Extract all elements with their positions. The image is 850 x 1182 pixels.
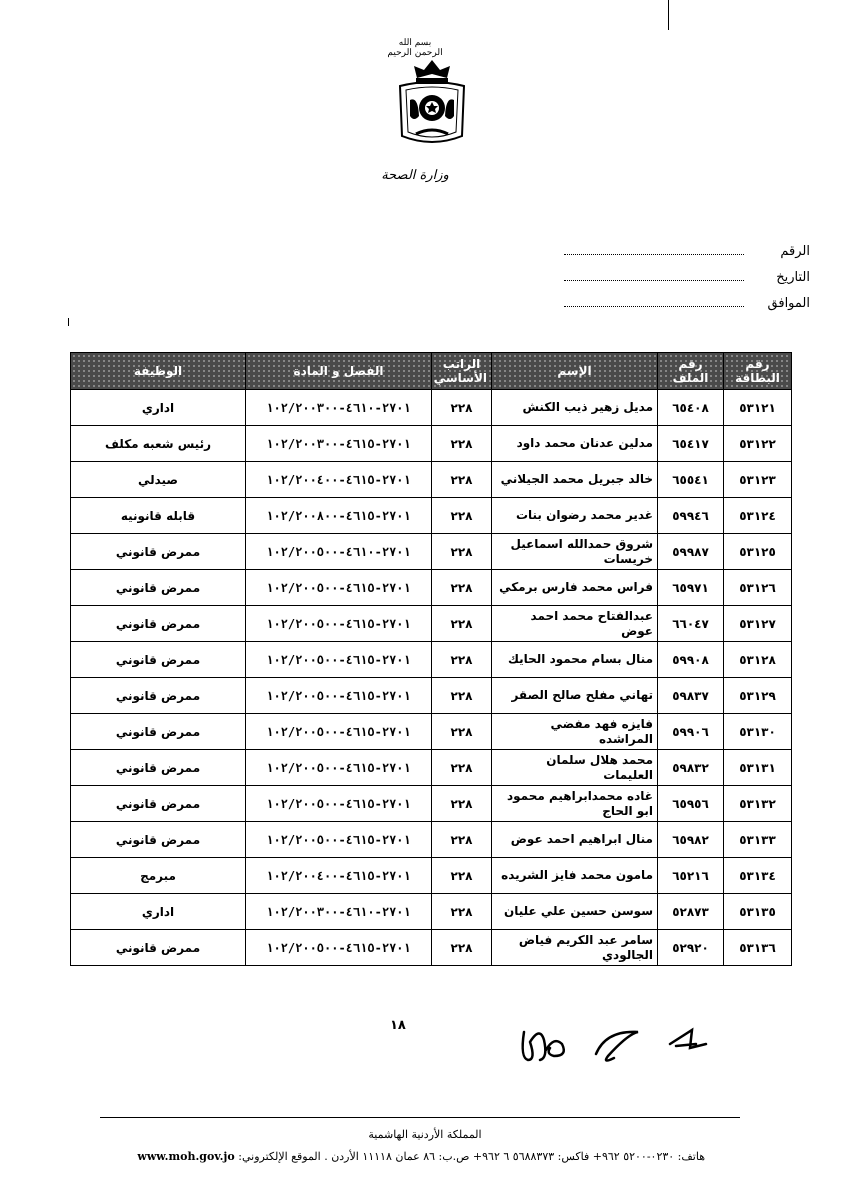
letterhead <box>0 0 850 200</box>
card-number-cell: ٥٣١٢٧ <box>724 606 792 642</box>
ministry-name: وزارة الصحة <box>381 168 449 183</box>
job-title-cell: ممرض قانوني <box>71 750 246 786</box>
basic-salary-cell: ٢٢٨ <box>432 822 492 858</box>
basmala: بسم الله الرحمن الرحيم <box>387 38 443 58</box>
margin-line-left <box>68 318 69 326</box>
job-title-cell: اداري <box>71 390 246 426</box>
file-number-cell: ٦٥٢١٦ <box>658 858 724 894</box>
file-number-cell: ٦٥٤٠٨ <box>658 390 724 426</box>
table-row <box>71 462 792 498</box>
header-basic-salary: الراتب الأساسي <box>432 353 492 390</box>
employee-name-cell: غدير محمد رضوان بنات <box>492 498 658 534</box>
employee-name-cell: سوسن حسين علي عليان <box>492 894 658 930</box>
card-number-cell: ٥٣١٢٦ <box>724 570 792 606</box>
job-title-cell: ممرض قانوني <box>71 678 246 714</box>
reference-block <box>564 244 810 322</box>
chapter-item-cell: ٢٧٠١-٤٦١٥-١٠٢/٢٠٠٥٠٠ <box>246 786 432 822</box>
basic-salary-cell: ٢٢٨ <box>432 714 492 750</box>
job-title-cell: ممرض قانوني <box>71 606 246 642</box>
date-row <box>564 270 810 296</box>
job-title-cell: اداري <box>71 894 246 930</box>
job-title-cell: ممرض قانوني <box>71 714 246 750</box>
employee-name-cell: محمد هلال سلمان العليمات <box>492 750 658 786</box>
job-title-cell: قابله قانونيه <box>71 498 246 534</box>
card-number-cell: ٥٣١٢٤ <box>724 498 792 534</box>
chapter-item-cell: ٢٧٠١-٤٦١٥-١٠٢/٢٠٠٥٠٠ <box>246 570 432 606</box>
corresponding-date-row <box>564 296 810 322</box>
card-number-cell: ٥٣١٢٥ <box>724 534 792 570</box>
footer-contact <box>137 1150 705 1163</box>
card-number-cell: ٥٣١٢٩ <box>724 678 792 714</box>
reference-number-row <box>564 244 810 270</box>
file-number-cell: ٥٩٨٣٢ <box>658 750 724 786</box>
table-row <box>71 822 792 858</box>
file-number-cell: ٦٥٤١٧ <box>658 426 724 462</box>
file-number-cell: ٥٩٩٠٨ <box>658 642 724 678</box>
chapter-item-cell: ٢٧٠١-٤٦١٥-١٠٢/٢٠٠٥٠٠ <box>246 642 432 678</box>
footer-contact-details: هاتف: ٠٢٣٠-٥٢٠٠ ٩٦٢+ فاكس: ٥٦٨٨٣٧٣ ٦ ٩٦٢+ ص.ب: ٨٦ عمان ١١١١٨ الأردن . الموقع الإلكتروني: <box>238 1150 705 1163</box>
employee-name-cell: مديل زهير ذيب الكنش <box>492 390 658 426</box>
basic-salary-cell: ٢٢٨ <box>432 858 492 894</box>
job-title-cell: ممرض قانوني <box>71 930 246 966</box>
table-body <box>71 390 792 966</box>
employee-name-cell: عبدالفتاح محمد احمد عوض <box>492 606 658 642</box>
basic-salary-cell: ٢٢٨ <box>432 894 492 930</box>
employee-name-cell: سامر عبد الكريم فياض الجالودي <box>492 930 658 966</box>
basic-salary-cell: ٢٢٨ <box>432 390 492 426</box>
file-number-cell: ٦٥٥٤١ <box>658 462 724 498</box>
footer-divider <box>100 1117 740 1118</box>
chapter-item-cell: ٢٧٠١-٤٦١٥-١٠٢/٢٠٠٤٠٠ <box>246 858 432 894</box>
card-number-cell: ٥٣١٣٦ <box>724 930 792 966</box>
footer-kingdom: المملكة الأردنية الهاشمية <box>368 1128 482 1141</box>
basic-salary-cell: ٢٢٨ <box>432 462 492 498</box>
corresponding-date-label: الموافق <box>767 296 810 311</box>
table-row <box>71 714 792 750</box>
card-number-cell: ٥٣١٣٥ <box>724 894 792 930</box>
basic-salary-cell: ٢٢٨ <box>432 534 492 570</box>
card-number-cell: ٥٣١٢٨ <box>724 642 792 678</box>
job-title-cell: ممرض قانوني <box>71 534 246 570</box>
employee-table <box>70 352 792 966</box>
file-number-cell: ٦٥٩٨٢ <box>658 822 724 858</box>
file-number-cell: ٥٢٨٧٣ <box>658 894 724 930</box>
page-number: ١٨ <box>390 1018 406 1033</box>
header-file-number: رقم الملف <box>658 353 724 390</box>
basic-salary-cell: ٢٢٨ <box>432 426 492 462</box>
reference-number-label: الرقم <box>780 244 810 259</box>
corresponding-date-line <box>564 296 744 307</box>
employee-name-cell: منال ابراهيم احمد عوض <box>492 822 658 858</box>
employee-name-cell: مامون محمد فايز الشريده <box>492 858 658 894</box>
card-number-cell: ٥٣١٣٣ <box>724 822 792 858</box>
file-number-cell: ٥٩٩٤٦ <box>658 498 724 534</box>
file-number-cell: ٦٥٩٥٦ <box>658 786 724 822</box>
card-number-cell: ٥٣١٣٢ <box>724 786 792 822</box>
employee-name-cell: تهاني مفلح صالح الصقر <box>492 678 658 714</box>
card-number-cell: ٥٣١٣١ <box>724 750 792 786</box>
basic-salary-cell: ٢٢٨ <box>432 642 492 678</box>
table-row <box>71 750 792 786</box>
header-card-number: رقم البطاقة <box>724 353 792 390</box>
job-title-cell: رئيس شعبه مكلف <box>71 426 246 462</box>
basic-salary-cell: ٢٢٨ <box>432 786 492 822</box>
chapter-item-cell: ٢٧٠١-٤٦١٠-١٠٢/٢٠٠٣٠٠ <box>246 894 432 930</box>
header-job-title: الوظيفة <box>71 353 246 390</box>
chapter-item-cell: ٢٧٠١-٤٦١٠-١٠٢/٢٠٠٥٠٠ <box>246 534 432 570</box>
job-title-cell: مبرمج <box>71 858 246 894</box>
table-row <box>71 786 792 822</box>
card-number-cell: ٥٣١٢٣ <box>724 462 792 498</box>
chapter-item-cell: ٢٧٠١-٤٦١٥-١٠٢/٢٠٠٣٠٠ <box>246 426 432 462</box>
card-number-cell: ٥٣١٣٤ <box>724 858 792 894</box>
chapter-item-cell: ٢٧٠١-٤٦١٥-١٠٢/٢٠٠٥٠٠ <box>246 930 432 966</box>
employee-name-cell: غاده محمدابراهيم محمود ابو الحاج <box>492 786 658 822</box>
card-number-cell: ٥٣١٢٢ <box>724 426 792 462</box>
employee-name-cell: منال بسام محمود الحايك <box>492 642 658 678</box>
table-row <box>71 642 792 678</box>
job-title-cell: ممرض قانوني <box>71 570 246 606</box>
table-row <box>71 426 792 462</box>
file-number-cell: ٥٢٩٢٠ <box>658 930 724 966</box>
file-number-cell: ٦٦٠٤٧ <box>658 606 724 642</box>
employee-name-cell: خالد جبريل محمد الجيلاني <box>492 462 658 498</box>
job-title-cell: ممرض قانوني <box>71 822 246 858</box>
chapter-item-cell: ٢٧٠١-٤٦١٥-١٠٢/٢٠٠٥٠٠ <box>246 822 432 858</box>
table-row <box>71 678 792 714</box>
chapter-item-cell: ٢٧٠١-٤٦١٥-١٠٢/٢٠٠٥٠٠ <box>246 714 432 750</box>
file-number-cell: ٥٩٨٣٧ <box>658 678 724 714</box>
footer-website-link[interactable]: www.moh.gov.jo <box>137 1150 235 1163</box>
basic-salary-cell: ٢٢٨ <box>432 570 492 606</box>
job-title-cell: ممرض قانوني <box>71 642 246 678</box>
basic-salary-cell: ٢٢٨ <box>432 930 492 966</box>
card-number-cell: ٥٣١٣٠ <box>724 714 792 750</box>
basic-salary-cell: ٢٢٨ <box>432 606 492 642</box>
file-number-cell: ٦٥٩٧١ <box>658 570 724 606</box>
header-name: الإسم <box>492 353 658 390</box>
employee-name-cell: شروق حمدالله اسماعيل خريسات <box>492 534 658 570</box>
table-row <box>71 858 792 894</box>
chapter-item-cell: ٢٧٠١-٤٦١٠-١٠٢/٢٠٠٣٠٠ <box>246 390 432 426</box>
date-label: التاريخ <box>776 270 810 285</box>
table-header-row <box>71 353 792 390</box>
chapter-item-cell: ٢٧٠١-٤٦١٥-١٠٢/٢٠٠٥٠٠ <box>246 750 432 786</box>
handwritten-signature <box>510 1014 720 1074</box>
table-row <box>71 606 792 642</box>
job-title-cell: ممرض قانوني <box>71 786 246 822</box>
chapter-item-cell: ٢٧٠١-٤٦١٥-١٠٢/٢٠٠٥٠٠ <box>246 606 432 642</box>
table-row <box>71 570 792 606</box>
coat-of-arms-icon <box>392 56 472 148</box>
date-line <box>564 270 744 281</box>
chapter-item-cell: ٢٧٠١-٤٦١٥-١٠٢/٢٠٠٨٠٠ <box>246 498 432 534</box>
table-row <box>71 390 792 426</box>
header-chapter-item: الفصل و المادة <box>246 353 432 390</box>
reference-number-line <box>564 244 744 255</box>
job-title-cell: صيدلي <box>71 462 246 498</box>
table-row <box>71 498 792 534</box>
chapter-item-cell: ٢٧٠١-٤٦١٥-١٠٢/٢٠٠٥٠٠ <box>246 678 432 714</box>
basic-salary-cell: ٢٢٨ <box>432 750 492 786</box>
table-row <box>71 534 792 570</box>
file-number-cell: ٥٩٩٨٧ <box>658 534 724 570</box>
employee-name-cell: فايزه فهد مفضي المراشده <box>492 714 658 750</box>
card-number-cell: ٥٣١٢١ <box>724 390 792 426</box>
table-row <box>71 930 792 966</box>
basic-salary-cell: ٢٢٨ <box>432 498 492 534</box>
employee-name-cell: مدلين عدنان محمد داود <box>492 426 658 462</box>
employee-name-cell: فراس محمد فارس برمكي <box>492 570 658 606</box>
table-row <box>71 894 792 930</box>
file-number-cell: ٥٩٩٠٦ <box>658 714 724 750</box>
basic-salary-cell: ٢٢٨ <box>432 678 492 714</box>
chapter-item-cell: ٢٧٠١-٤٦١٥-١٠٢/٢٠٠٤٠٠ <box>246 462 432 498</box>
